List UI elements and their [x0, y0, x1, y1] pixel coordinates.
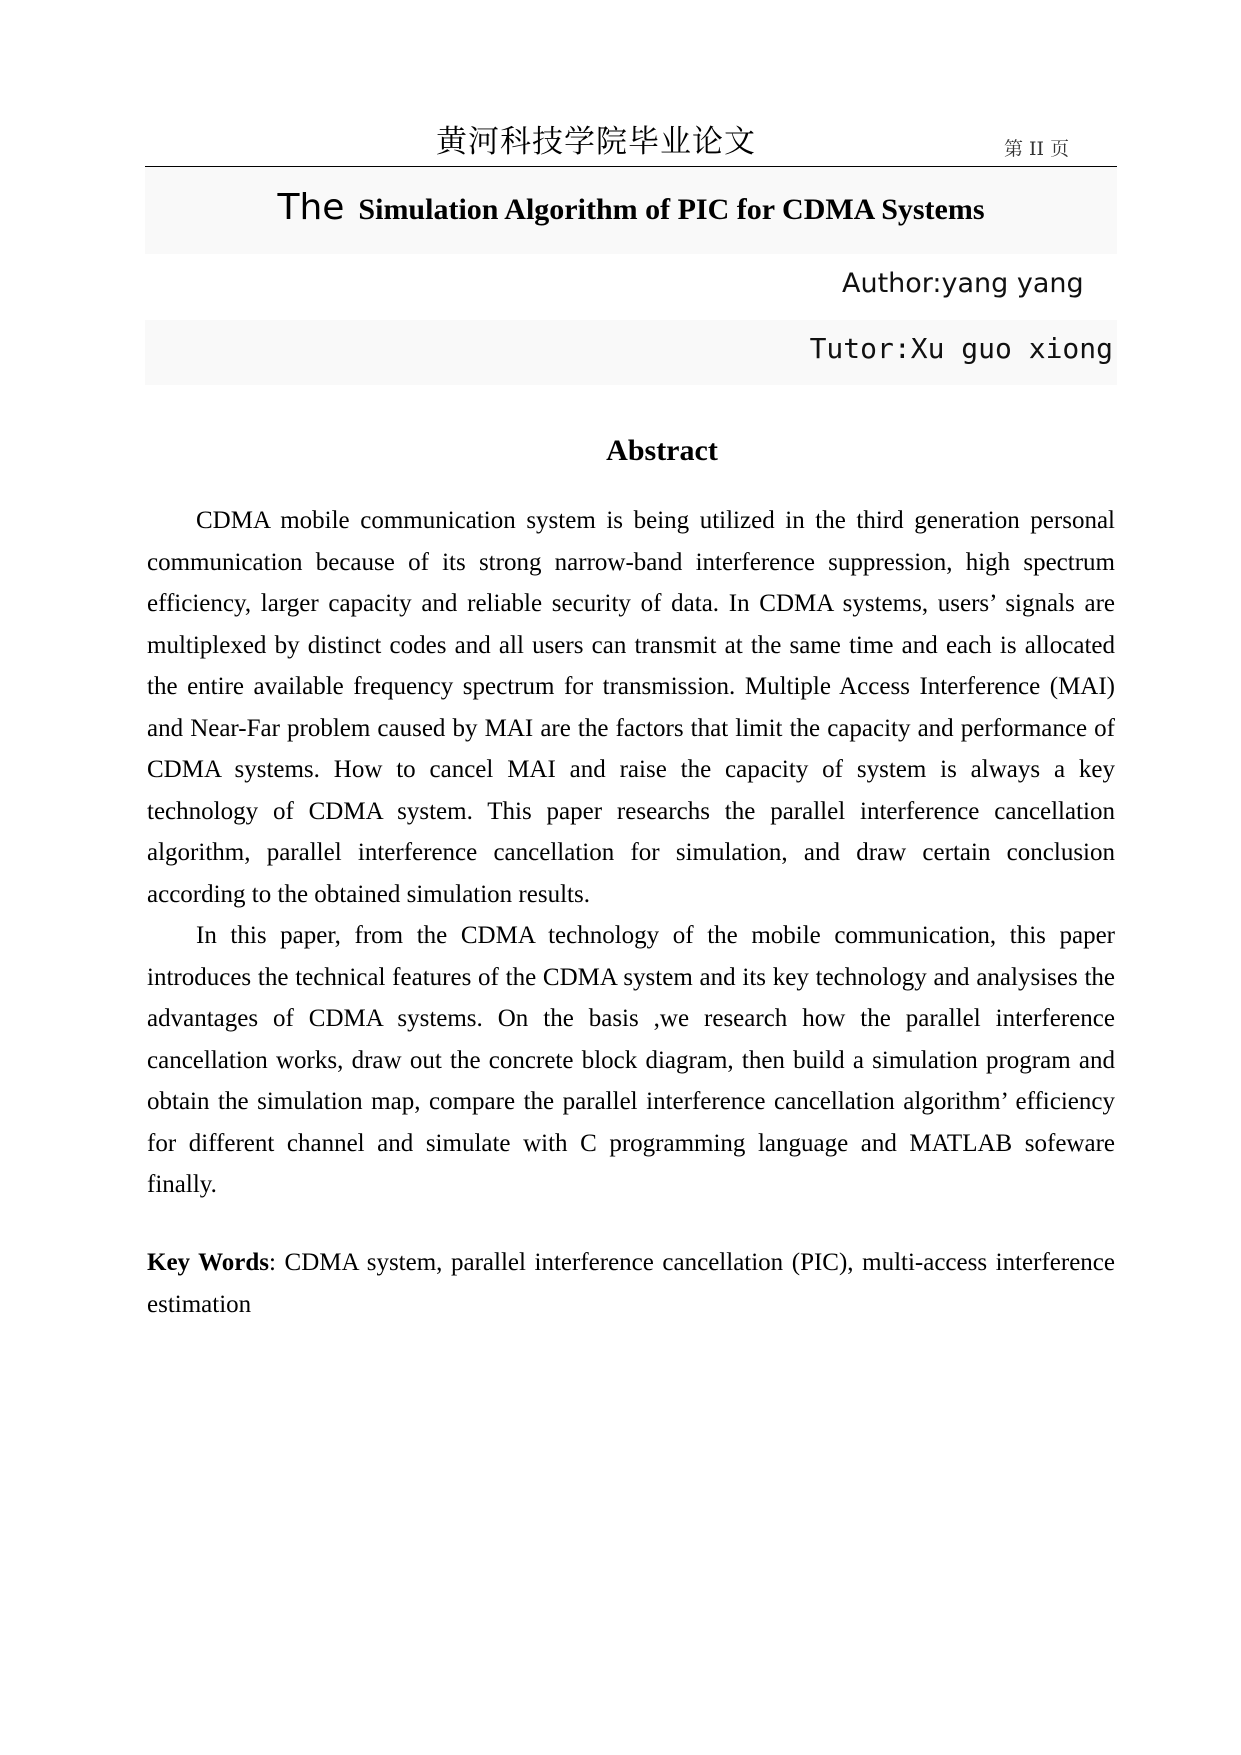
- abstract-paragraph-2: In this paper, from the CDMA technology of the mobile communication, this paper introduces the technical features of the CDMA system and its key technology and analysises the advantages of CDMA systems. On the basis ,we research how the parallel interference cancellation works, draw out the concrete block diagram, then build a simulation program and obtain the simulation map, compare the parallel interference cancellation algorithm’ efficiency for different channel and simulate with C programming language and MATLAB sofeware finally.: [147, 922, 1115, 1198]
- page-number: 第 II 页: [1004, 138, 1070, 160]
- abstract-heading: Abstract: [606, 434, 718, 467]
- tutor-line: Tutor:Xu guo xiong: [809, 332, 1113, 365]
- abstract-body: [147, 500, 1115, 1206]
- keywords-section: [147, 1242, 1115, 1325]
- author-line: Author:yang yang: [842, 268, 1084, 299]
- tutor-band: [145, 320, 1117, 385]
- running-header-title: 黄河科技学院毕业论文: [436, 124, 756, 160]
- keywords-text: : CDMA system, parallel interference cancellation (PIC), multi-access interference estimation: [147, 1249, 1115, 1318]
- thesis-title-main: Simulation Algorithm of PIC for CDMA Systems: [358, 193, 985, 226]
- keywords-label: Key Words: [147, 1249, 270, 1276]
- abstract-paragraph-1: CDMA mobile communication system is being utilized in the third generation personal communication because of its strong narrow-band interference suppression, high spectrum efficiency, larger capacity and reliable security of data. In CDMA systems, users’ signals are multiplexed by distinct codes and all users can transmit at the same time and each is allocated the entire available frequency spectrum for transmission. Multiple Access Interference (MAI) and Near-Far problem caused by MAI are the factors that limit the capacity and performance of CDMA systems. How to cancel MAI and raise the capacity of system is always a key technology of CDMA system. This paper researchs the parallel interference cancellation algorithm, parallel interference cancellation for simulation, and draw certain conclusion according to the obtained simulation results.: [147, 507, 1115, 908]
- title-band: [145, 167, 1117, 254]
- thesis-title: [145, 187, 1117, 228]
- thesis-title-prefix: The: [277, 187, 345, 228]
